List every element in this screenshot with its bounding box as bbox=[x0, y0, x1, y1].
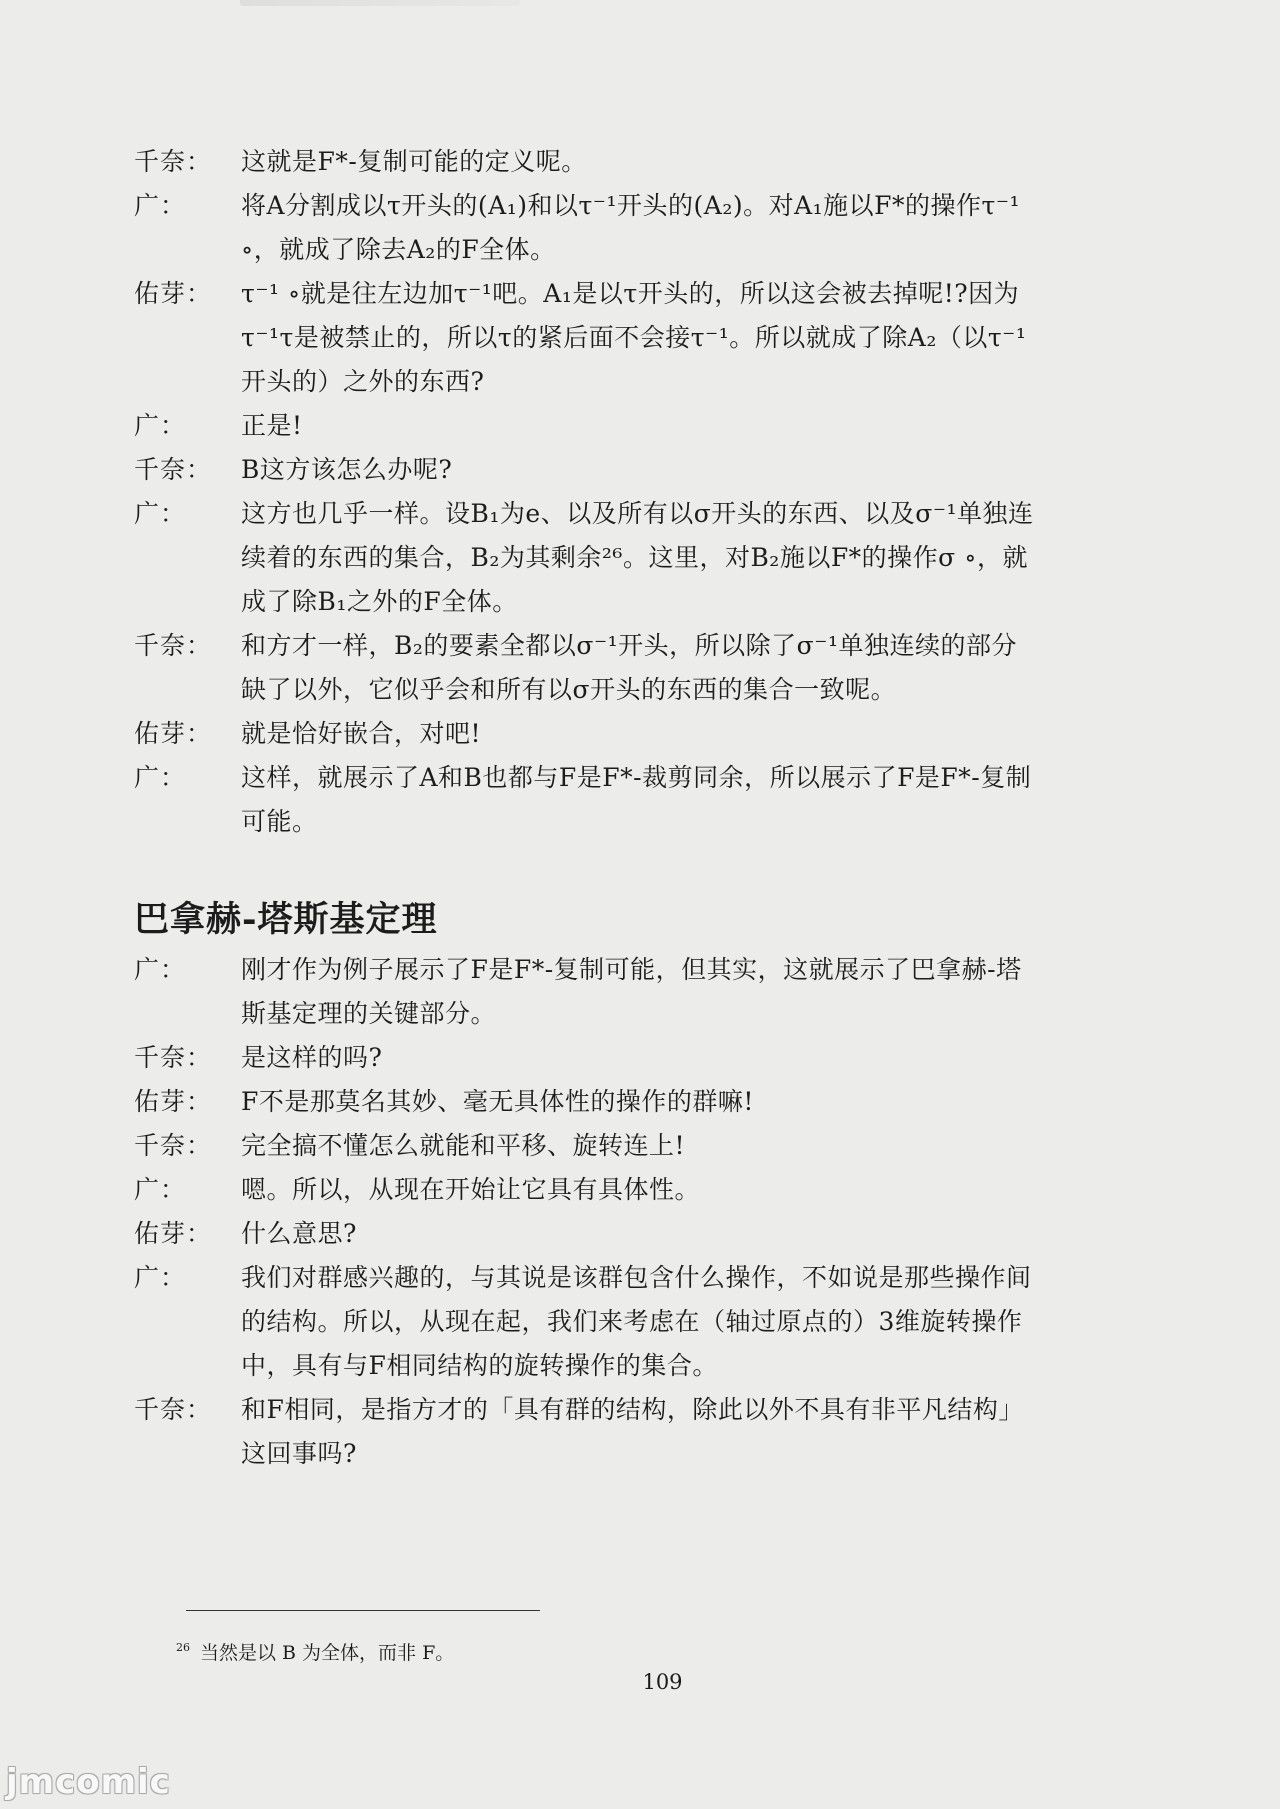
speaker-label: 广： bbox=[134, 411, 187, 440]
dialogue-block-1 bbox=[0, 140, 1280, 844]
dialogue-text: τ⁻¹ ∘就是往左边加τ⁻¹吧。A₁是以τ开头的，所以这会被去掉呢!?因为τ⁻¹τ是被禁止的，所以τ的紧后面不会接τ⁻¹。所以就成了除A₂（以τ⁻¹开头的）之外的东西? bbox=[241, 279, 1027, 396]
dialogue-line bbox=[0, 1388, 1280, 1476]
speaker-label: 千奈： bbox=[134, 1131, 213, 1160]
watermark-logo: jmcomic bbox=[6, 1762, 171, 1802]
dialogue-text: 和方才一样，B₂的要素全都以σ⁻¹开头，所以除了σ⁻¹单独连续的部分缺了以外，它似乎会和所有以σ开头的东西的集合一致呢。 bbox=[241, 631, 1017, 704]
speaker-label: 千奈： bbox=[134, 631, 213, 660]
dialogue-line bbox=[0, 1080, 1280, 1124]
speaker-label: 佑芽： bbox=[134, 279, 213, 308]
dialogue-block-2 bbox=[0, 948, 1280, 1476]
footnote-mark: 26 bbox=[176, 1641, 190, 1654]
dialogue-text: 将A分割成以τ开头的(A₁)和以τ⁻¹开头的(A₂)。对A₁施以F*的操作τ⁻¹ ∘，就成了除去A₂的F全体。 bbox=[241, 191, 1021, 264]
speaker-label: 千奈： bbox=[134, 147, 213, 176]
speaker-label: 佑芽： bbox=[134, 719, 213, 748]
dialogue-line bbox=[0, 448, 1280, 492]
dialogue-text: 正是! bbox=[241, 411, 303, 440]
speaker-label: 广： bbox=[134, 955, 187, 984]
dialogue-text: 就是恰好嵌合，对吧! bbox=[241, 719, 482, 748]
dialogue-line bbox=[0, 712, 1280, 756]
dialogue-line bbox=[0, 492, 1280, 624]
dialogue-text: 什么意思? bbox=[241, 1219, 357, 1248]
speaker-label: 佑芽： bbox=[134, 1087, 213, 1116]
dialogue-line bbox=[0, 1124, 1280, 1168]
dialogue-line bbox=[0, 272, 1280, 404]
dialogue-line bbox=[0, 1168, 1280, 1212]
dialogue-text: 我们对群感兴趣的，与其说是该群包含什么操作，不如说是那些操作间的结构。所以，从现在起，我们来考虑在（轴过原点的）3维旋转操作中，具有与F相同结构的旋转操作的集合。 bbox=[241, 1263, 1032, 1380]
dialogue-line bbox=[0, 184, 1280, 272]
dialogue-text: 这就是F*-复制可能的定义呢。 bbox=[241, 147, 587, 176]
speaker-label: 广： bbox=[134, 499, 187, 528]
dialogue-line bbox=[0, 948, 1280, 1036]
footnote bbox=[176, 1634, 454, 1667]
speaker-label: 千奈： bbox=[134, 1043, 213, 1072]
dialogue-text: 刚才作为例子展示了F是F*-复制可能，但其实，这就展示了巴拿赫-塔斯基定理的关键部分。 bbox=[241, 955, 1022, 1028]
dialogue-text: 完全搞不懂怎么就能和平移、旋转连上! bbox=[241, 1131, 686, 1160]
dialogue-line bbox=[0, 140, 1280, 184]
dialogue-line bbox=[0, 624, 1280, 712]
speaker-label: 广： bbox=[134, 1263, 187, 1292]
dialogue-line bbox=[0, 1212, 1280, 1256]
speaker-label: 广： bbox=[134, 763, 187, 792]
footnote-divider bbox=[186, 1610, 540, 1611]
speaker-label: 广： bbox=[134, 191, 187, 220]
speaker-label: 千奈： bbox=[134, 455, 213, 484]
footnote-text: 当然是以 B 为全体，而非 F。 bbox=[200, 1642, 455, 1664]
dialogue-line bbox=[0, 404, 1280, 448]
dialogue-text: F不是那莫名其妙、毫无具体性的操作的群嘛! bbox=[241, 1087, 754, 1116]
dialogue-line bbox=[0, 1256, 1280, 1388]
cropped-header-remnant bbox=[240, 0, 520, 6]
dialogue-text: 这样，就展示了A和B也都与F是F*-裁剪同余，所以展示了F是F*-复制可能。 bbox=[241, 763, 1032, 836]
dialogue-text: B这方该怎么办呢? bbox=[241, 455, 453, 484]
dialogue-text: 和F相同，是指方才的「具有群的结构，除此以外不具有非平凡结构」这回事吗? bbox=[241, 1395, 1024, 1468]
speaker-label: 广： bbox=[134, 1175, 187, 1204]
dialogue-text: 嗯。所以，从现在开始让它具有具体性。 bbox=[241, 1175, 701, 1204]
dialogue-line bbox=[0, 756, 1280, 844]
speaker-label: 佑芽： bbox=[134, 1219, 213, 1248]
section-title: 巴拿赫-塔斯基定理 bbox=[134, 899, 438, 940]
dialogue-text: 是这样的吗? bbox=[241, 1043, 383, 1072]
dialogue-line bbox=[0, 1036, 1280, 1080]
speaker-label: 千奈： bbox=[134, 1395, 213, 1424]
dialogue-text: 这方也几乎一样。设B₁为e、以及所有以σ开头的东西、以及σ⁻¹单独连续着的东西的集合，B₂为其剩余²⁶。这里，对B₂施以F*的操作σ ∘，就成了除B₁之外的F全体。 bbox=[241, 499, 1034, 616]
page-number: 109 bbox=[642, 1670, 683, 1694]
